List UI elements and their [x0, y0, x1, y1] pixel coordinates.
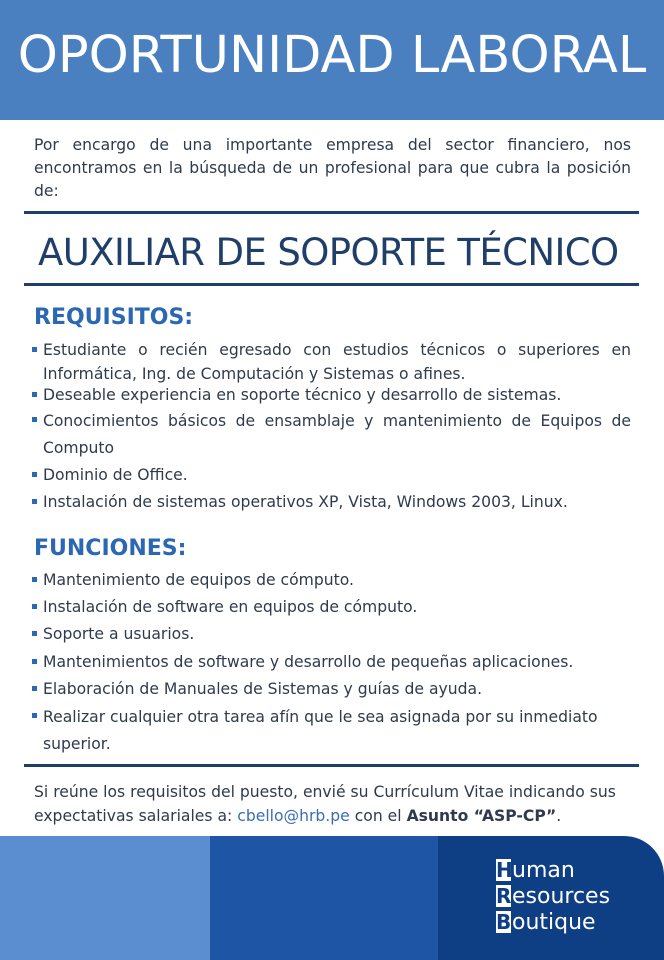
- requirement-item: [43, 490, 631, 514]
- function-text: Soporte a usuarios.: [43, 625, 195, 643]
- bullet-icon: [32, 392, 37, 397]
- closing-text: Si reúne los requisitos del puesto, envié su Currículum Vitae indicando sus expectativas salariales a:: [34, 783, 616, 825]
- logo-line-boutique: [496, 909, 596, 935]
- position-title: AUXILIAR DE SOPORTE TÉCNICO: [38, 231, 619, 274]
- logo-letter-h: H: [496, 858, 513, 882]
- bullet-icon: [32, 577, 37, 582]
- logo-line-resources: [496, 883, 610, 909]
- logo-letter-r: R: [496, 884, 512, 908]
- function-item: [43, 622, 631, 646]
- bullet-icon: [32, 686, 37, 691]
- requirement-text: Conocimientos básicos de ensamblaje y mantenimiento de Equipos de Computo: [43, 412, 631, 457]
- logo-line-human: [496, 857, 575, 883]
- intro-paragraph: Por encargo de una importante empresa del sector financiero, nos encontramos en la búsqueda de un profesional para que cubra la posición de:: [34, 136, 631, 200]
- divider-top: [24, 211, 639, 214]
- requirement-text: Instalación de sistemas operativos XP, Vista, Windows 2003, Linux.: [43, 493, 568, 511]
- bullet-icon: [32, 713, 37, 718]
- divider-bottom: [24, 764, 639, 767]
- bullet-icon: [32, 631, 37, 636]
- function-item: [43, 568, 631, 592]
- contact-email[interactable]: cbello@hrb.pe: [237, 807, 350, 825]
- footer-band-light: [0, 836, 210, 960]
- requirement-text: Dominio de Office.: [43, 466, 188, 484]
- closing-text-middle: con el: [349, 807, 407, 825]
- function-item: [43, 595, 631, 619]
- function-text: Realizar cualquier otra tarea afín que le sea asignada por su inmediato superior.: [43, 708, 598, 753]
- function-text: Mantenimientos de software y desarrollo de pequeñas aplicaciones.: [43, 653, 574, 671]
- requirement-item: [43, 383, 631, 407]
- function-text: Elaboración de Manuales de Sistemas y guías de ayuda.: [43, 680, 483, 698]
- function-text: Instalación de software en equipos de cómputo.: [43, 598, 418, 616]
- logo-word-boutique: outique: [512, 909, 596, 935]
- logo-letter-b: B: [496, 910, 512, 934]
- functions-heading: FUNCIONES:: [34, 536, 187, 561]
- requirement-text: Deseable experiencia en soporte técnico y desarrollo de sistemas.: [43, 386, 562, 404]
- bullet-icon: [32, 604, 37, 609]
- function-item: [43, 650, 631, 674]
- requirement-text: Estudiante o recién egresado con estudios técnicos o superiores en Informática, Ing. de Computación y Sistemas o afines.: [43, 341, 631, 383]
- bullet-icon: [32, 499, 37, 504]
- header-banner: [0, 0, 664, 120]
- logo-word-resources: esources: [512, 883, 611, 909]
- logo-word-human: uman: [512, 857, 575, 883]
- function-item: [43, 677, 631, 701]
- requirements-heading: REQUISITOS:: [34, 305, 194, 330]
- requirement-item: [43, 408, 631, 462]
- bullet-icon: [32, 659, 37, 664]
- bullet-icon: [32, 347, 37, 352]
- requirement-item: [43, 338, 631, 386]
- closing-text-end: .: [556, 807, 562, 825]
- footer-band-mid: [210, 836, 438, 960]
- page-title: OPORTUNIDAD LABORAL: [17, 26, 647, 85]
- function-text: Mantenimiento de equipos de cómputo.: [43, 571, 354, 589]
- email-subject: Asunto “ASP-CP”: [406, 807, 557, 825]
- bullet-icon: [32, 417, 37, 422]
- function-item: [43, 704, 631, 758]
- divider-position: [24, 283, 639, 286]
- closing-paragraph: [34, 780, 631, 828]
- requirement-item: [43, 463, 631, 487]
- bullet-icon: [32, 472, 37, 477]
